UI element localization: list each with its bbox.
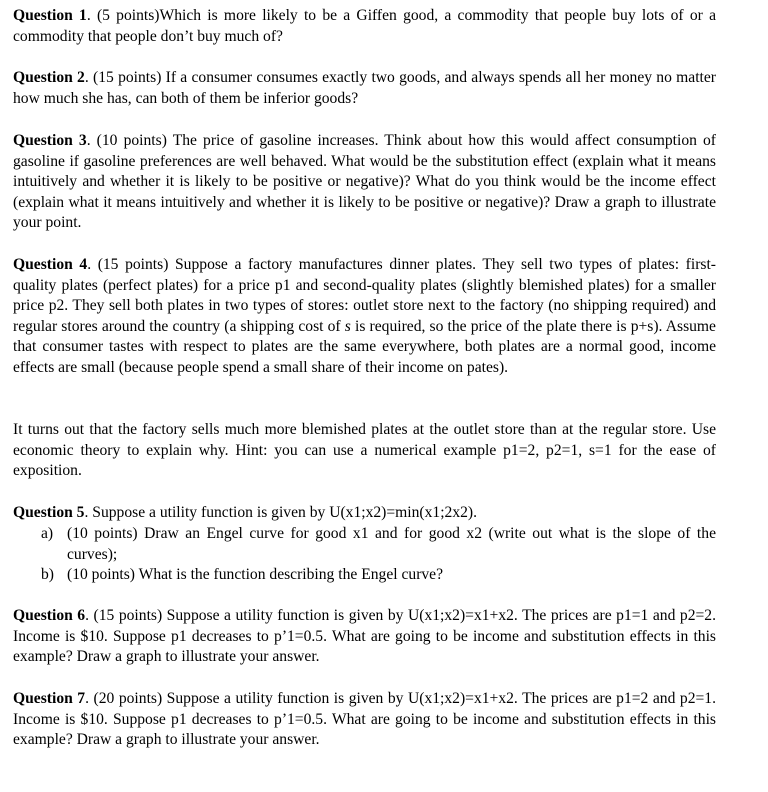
item-b-text: (10 points) What is the function describing the Engel curve? <box>67 566 444 583</box>
question-7-label: Question 7 <box>13 690 86 707</box>
question-2 <box>13 68 716 109</box>
question-5-item-a <box>41 524 716 565</box>
shipping-cost-variable: s <box>344 317 351 335</box>
question-5-text: . Suppose a utility function is given by U(x1;x2)=min(x1;2x2). <box>84 504 478 521</box>
item-a-text: (10 points) Draw an Engel curve for good x1 and for good x2 (write out what is the slope of the curves); <box>67 525 716 563</box>
question-3 <box>13 131 716 234</box>
item-a-marker: a) <box>41 525 54 542</box>
question-4-text-b: is required, so the price of the plate there is p+s). Assume that consumer tastes with respect to plates are the same everywhere, both plates are a normal good, income effects are small (because people spend a small share of their income on pates). <box>13 317 716 376</box>
question-2-label: Question 2 <box>13 69 85 86</box>
question-2-text: . (15 points) If a consumer consumes exactly two goods, and always spends all her money no matter how much she has, can both of them be inferior goods? <box>13 69 717 107</box>
question-4 <box>13 255 716 379</box>
question-3-label: Question 3 <box>13 132 87 149</box>
question-6-label: Question 6 <box>13 607 86 624</box>
item-b-marker: b) <box>41 566 54 583</box>
question-1-text: . (5 points)Which is more likely to be a Giffen good, a commodity that people buy lots of or a commodity that people don’t buy much of? <box>13 7 716 45</box>
question-5 <box>13 503 716 524</box>
question-5-label: Question 5 <box>13 504 85 521</box>
question-4-followup: It turns out that the factory sells much more blemished plates at the outlet store than at the regular store. Use economic theory to explain why. Hint: you can use a numerical example p1=2, p2=1, s=1 for the ease of exposition. <box>13 421 716 480</box>
question-7 <box>13 689 716 751</box>
question-1-label: Question 1 <box>13 7 87 24</box>
question-7-text: . (20 points) Suppose a utility function is given by U(x1;x2)=x1+x2. The prices are p1=2 and p2=1. Income is $10. Suppose p1 decreases to p’1=0.5. What are going to be income and substitution effects in this example? Draw a graph to illustrate your answer. <box>13 690 716 749</box>
question-5-item-b <box>41 565 716 586</box>
question-6 <box>13 606 716 668</box>
question-6-text: . (15 points) Suppose a utility function is given by U(x1;x2)=x1+x2. The prices are p1=1 and p2=2. Income is $10. Suppose p1 decreases to p’1=0.5. What are going to be income and substitution effects in this example? Draw a graph to illustrate your answer. <box>13 607 716 666</box>
question-3-text: . (10 points) The price of gasoline increases. Think about how this would affect consumption of gasoline if gasoline preferences are well behaved. What would be the substitution effect (explain what it means intuitively and whether it is likely to be positive or negative)? What do you think would be the income effect (explain what it means intuitively and whether it is likely to be positive or negative)? Draw a graph to illustrate your point. <box>13 132 716 232</box>
question-4-text-a: . (15 points) Suppose a factory manufactures dinner plates. They sell two types of plates: first-quality plates (perfect plates) for a price p1 and second-quality plates (slightly blemished plates) for a smaller price p2. They sell both plates in two types of stores: outlet store next to the factory (no shipping required) and regular stores around the country (a shipping cost of <box>13 256 716 335</box>
question-1 <box>13 6 716 47</box>
question-4-label: Question 4 <box>13 256 88 273</box>
